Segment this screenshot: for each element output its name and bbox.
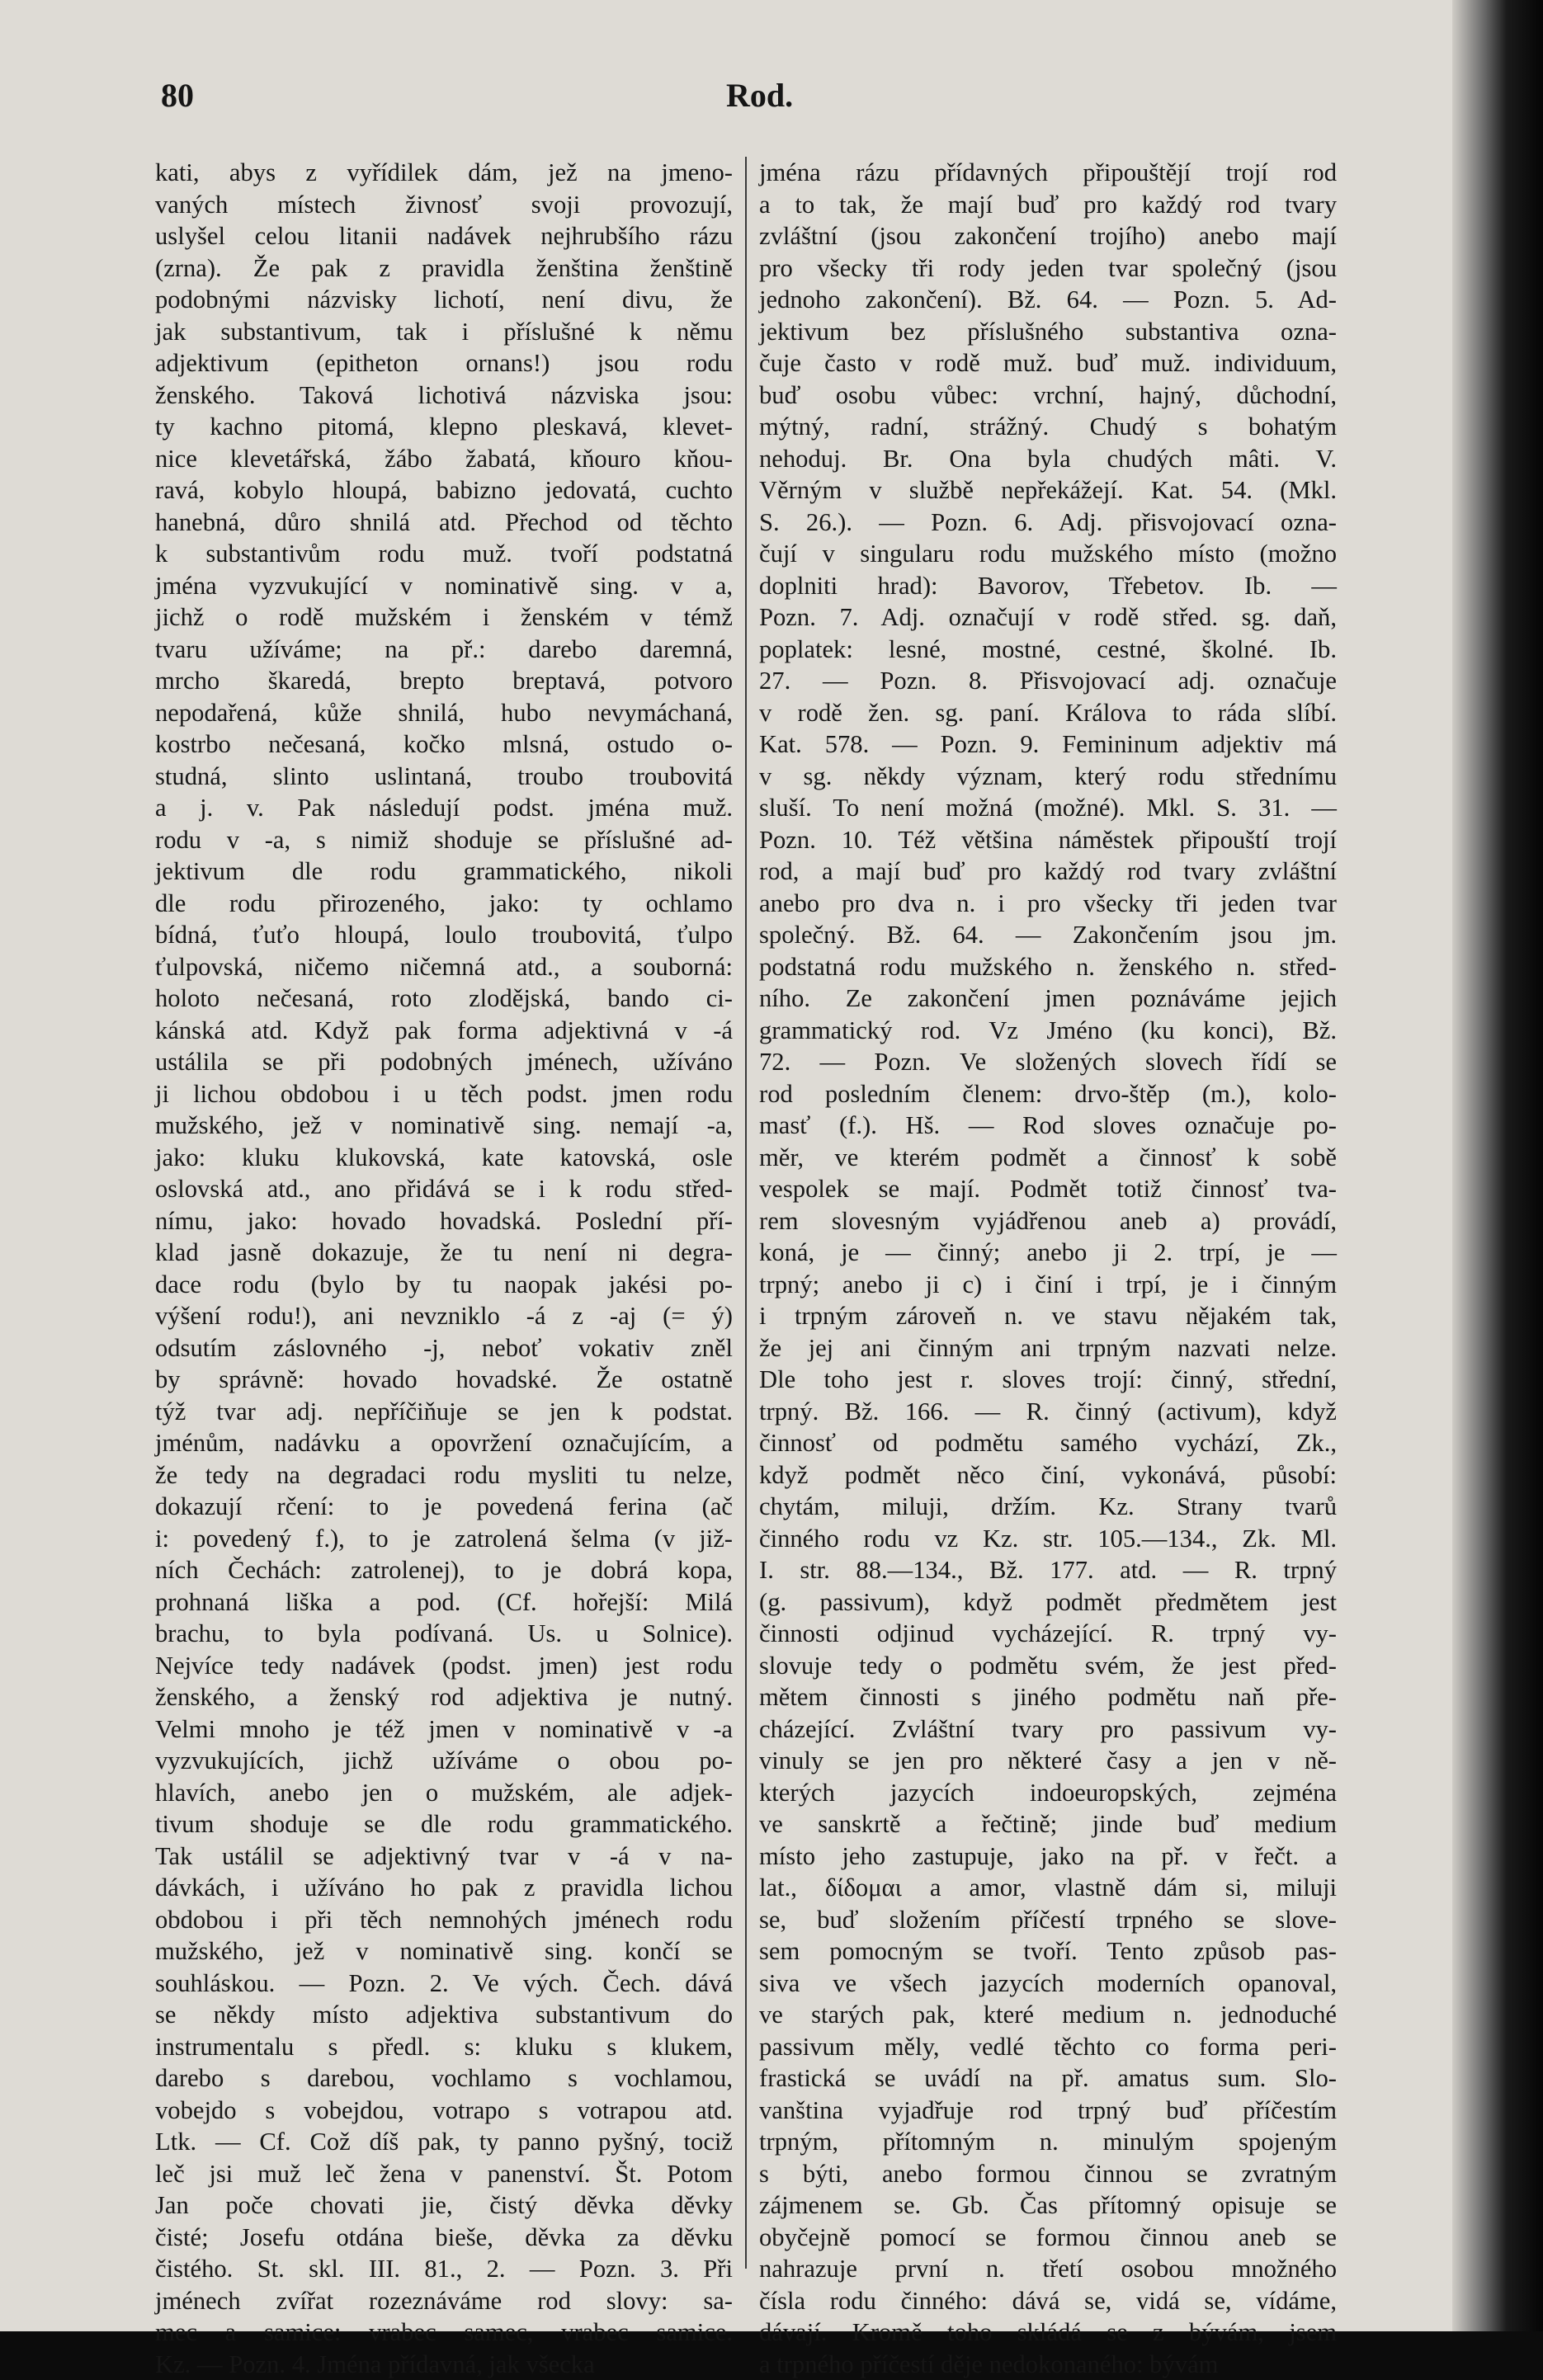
- text-line: dace rodu (bylo by tu naopak jakési po-: [155, 1269, 733, 1301]
- text-line: 27. — Pozn. 8. Přisvojovací adj. označuje: [759, 665, 1337, 697]
- text-line: S. 26.). — Pozn. 6. Adj. přisvojovací ozna-: [759, 507, 1337, 539]
- text-line: k substantivům rodu muž. tvoří podstatná: [155, 538, 733, 570]
- text-line: jichž o rodě mužském i ženském v témž: [155, 601, 733, 634]
- text-line: rodu v -a, s nimiž shoduje se příslušné ad-: [155, 824, 733, 856]
- text-line: oslovská atd., ano přidává se i k rodu střed-: [155, 1173, 733, 1205]
- text-line: podobnými názvisky lichotí, není divu, že: [155, 284, 733, 316]
- text-line: prohnaná liška a pod. (Cf. hořejší: Milá: [155, 1586, 733, 1619]
- text-line: rod, a mají buď pro každý rod tvary zvláštní: [759, 855, 1337, 888]
- text-line: hlavích, anebo jen o mužském, ale adjek-: [155, 1777, 733, 1809]
- page-number: 80: [161, 76, 194, 115]
- text-line: anebo pro dva n. i pro všecky tři jeden tvar: [759, 888, 1337, 920]
- text-line: trpným, přítomným n. minulým spojeným: [759, 2126, 1337, 2158]
- text-line: nímu, jako: hovado hovadská. Poslední pří-: [155, 1205, 733, 1237]
- text-line: masť (f.). Hš. — Rod sloves označuje po-: [759, 1110, 1337, 1142]
- text-line: nahrazuje první n. třetí osobou množného: [759, 2253, 1337, 2285]
- text-line: koná, je — činný; anebo ji 2. trpí, je —: [759, 1237, 1337, 1269]
- text-line: mětem činnosti s jiného podmětu naň pře-: [759, 1681, 1337, 1713]
- text-line: Dle toho jest r. sloves trojí: činný, střední,: [759, 1364, 1337, 1396]
- text-line: vaných místech živnosť svoji provozují,: [155, 189, 733, 221]
- text-line: adjektivum (epitheton ornans!) jsou rodu: [155, 347, 733, 379]
- text-line: s býti, anebo formou činnou se zvratným: [759, 2158, 1337, 2190]
- text-line: vanština vyjadřuje rod trpný buď příčestím: [759, 2095, 1337, 2127]
- text-line: činnosti odjinud vycházející. R. trpný vy-: [759, 1618, 1337, 1650]
- text-line: kostrbo nečesaná, kočko mlsná, ostudo o-: [155, 728, 733, 761]
- text-line: jektivum bez příslušného substantiva ozna-: [759, 316, 1337, 348]
- text-line: Kat. 578. — Pozn. 9. Femininum adjektiv má: [759, 728, 1337, 761]
- text-line: chytám, miluji, držím. Kz. Strany tvarů: [759, 1491, 1337, 1523]
- text-line: v rodě žen. sg. paní. Králova to ráda slíbí.: [759, 697, 1337, 729]
- text-line: činnosť od podmětu samého vychází, Zk.,: [759, 1427, 1337, 1459]
- text-line: ženského. Taková lichotivá názviska jsou:: [155, 379, 733, 412]
- text-line: vespolek se mají. Podmět totiž činnosť tva-: [759, 1173, 1337, 1205]
- text-line: nepodařená, kůže shnilá, hubo nevymáchaná,: [155, 697, 733, 729]
- text-line: ženského, a ženský rod adjektiva je nutný.: [155, 1681, 733, 1713]
- text-line: frastická se uvádí na př. amatus sum. Slo-: [759, 2062, 1337, 2095]
- text-line: uslyšel celou litanii nadávek nejhrubšího rázu: [155, 220, 733, 252]
- text-line: činného rodu vz Kz. str. 105.—134., Zk. Ml.: [759, 1523, 1337, 1555]
- text-line: dokazují rčení: to je povedená ferina (ač: [155, 1491, 733, 1523]
- text-line: mec a samice: vrabec samec, vrabec samice.: [155, 2316, 733, 2349]
- text-line: čují v singularu rodu mužského místo (možno: [759, 538, 1337, 570]
- right-column: [759, 157, 1337, 2269]
- text-line: (zrna). Že pak z pravidla ženština ženštině: [155, 252, 733, 285]
- text-line: Pozn. 7. Adj. označují v rodě střed. sg. daň,: [759, 601, 1337, 634]
- text-line: v sg. někdy význam, který rodu střednímu: [759, 761, 1337, 793]
- text-line: mužského, jež v nominativě sing. končí se: [155, 1935, 733, 1968]
- text-line: ních Čechách: zatrolenej), to je dobrá kopa,: [155, 1554, 733, 1586]
- page-edge-shadow: [1452, 0, 1543, 2331]
- text-line: Jan poče chovati jie, čistý děvka děvky: [155, 2189, 733, 2222]
- text-line: jak substantivum, tak i příslušné k němu: [155, 316, 733, 348]
- text-line: odsutím záslovného -j, neboť vokativ zněl: [155, 1332, 733, 1364]
- text-line: i trpným zároveň n. ve stavu nějakém tak,: [759, 1300, 1337, 1332]
- text-line: instrumentalu s předl. s: kluku s klukem,: [155, 2031, 733, 2063]
- text-line: passivum měly, vedlé těchto co forma peri-: [759, 2031, 1337, 2063]
- text-line: ravá, kobylo hloupá, babizno jedovatá, cuchto: [155, 474, 733, 507]
- text-line: nice klevetářská, žábo žabatá, kňouro kňou-: [155, 443, 733, 475]
- text-line: poplatek: lesné, mostné, cestné, školné. Ib.: [759, 634, 1337, 666]
- text-line: a to tak, že mají buď pro každý rod tvary: [759, 189, 1337, 221]
- text-line: leč jsi muž leč žena v panenství. Št. Potom: [155, 2158, 733, 2190]
- text-line: (g. passivum), když podmět předmětem jest: [759, 1586, 1337, 1619]
- text-line: čisté; Josefu otdána bieše, děvka za děvku: [155, 2222, 733, 2254]
- text-line: měr, ve kterém podmět a činnosť k sobě: [759, 1142, 1337, 1174]
- text-line: jménům, nadávku a opovržení označujícím, a: [155, 1427, 733, 1459]
- text-line: Tak ustálil se adjektivný tvar v -á v na-: [155, 1840, 733, 1873]
- text-line: podstatná rodu mužského n. ženského n. střed-: [759, 951, 1337, 983]
- text-line: grammatický rod. Vz Jméno (ku konci), Bž.: [759, 1015, 1337, 1047]
- text-line: by správně: hovado hovadské. Že ostatně: [155, 1364, 733, 1396]
- text-line: že tedy na degradaci rodu mysliti tu nelze,: [155, 1459, 733, 1492]
- text-line: jako: kluku klukovská, kate katovská, osle: [155, 1142, 733, 1174]
- text-line: zvláštní (jsou zakončení trojího) anebo mají: [759, 220, 1337, 252]
- text-line: cházející. Zvláštní tvary pro passivum vy-: [759, 1713, 1337, 1746]
- text-line: Kz. — Pozn. 4. Jména přídavná, jak všecka: [155, 2349, 733, 2380]
- text-line: kánská atd. Když pak forma adjektivná v -á: [155, 1015, 733, 1047]
- text-line: doplniti hrad): Bavorov, Třebetov. Ib. —: [759, 570, 1337, 602]
- text-line: jména rázu přídavných připouštějí trojí rod: [759, 157, 1337, 189]
- text-line: ty kachno pitomá, klepno pleskavá, klevet-: [155, 411, 733, 443]
- text-line: ve starých pak, které medium n. jednoduché: [759, 1999, 1337, 2031]
- text-line: kati, abys z vyřídilek dám, jež na jmeno-: [155, 157, 733, 189]
- running-head: Rod.: [726, 76, 793, 115]
- text-line: jménech zvířat rozeznáváme rod slovy: sa-: [155, 2285, 733, 2317]
- text-line: 72. — Pozn. Ve složených slovech řídí se: [759, 1046, 1337, 1078]
- text-line: zájmenem se. Gb. Čas přítomný opisuje se: [759, 2189, 1337, 2222]
- text-line: slovuje tedy o podmětu svém, že jest před-: [759, 1650, 1337, 1682]
- text-line: obyčejně pomocí se formou činnou aneb se: [759, 2222, 1337, 2254]
- text-line: týž tvar adj. nepříčiňuje se jen k podstat.: [155, 1396, 733, 1428]
- text-line: rod posledním členem: drvo-štěp (m.), kolo-: [759, 1078, 1337, 1110]
- text-line: darebo s darebou, vochlamo s vochlamou,: [155, 2062, 733, 2095]
- text-line: brachu, to byla podívaná. Us. u Solnice).: [155, 1618, 733, 1650]
- text-line: dle rodu přirozeného, jako: ty ochlamo: [155, 888, 733, 920]
- text-line: vinuly se jen pro některé časy a jen v ně-: [759, 1745, 1337, 1777]
- column-divider: [745, 157, 747, 2269]
- text-line: nehoduj. Br. Ona byla chudých mâti. V.: [759, 443, 1337, 475]
- text-line: se někdy místo adjektiva substantivum do: [155, 1999, 733, 2031]
- text-line: siva ve všech jazycích moderních opanoval,: [759, 1968, 1337, 2000]
- text-line: výšení rodu!), ani nevzniklo -á z -aj (= ý): [155, 1300, 733, 1332]
- text-line: Velmi mnoho je též jmen v nominativě v -a: [155, 1713, 733, 1746]
- text-line: ji lichou obdobou i u těch podst. jmen rodu: [155, 1078, 733, 1110]
- text-line: čistého. St. skl. III. 81., 2. — Pozn. 3. Při: [155, 2253, 733, 2285]
- text-line: vobejdo s vobejdou, votrapo s votrapou atd.: [155, 2095, 733, 2127]
- text-line: studná, slinto uslintaná, troubo troubovitá: [155, 761, 733, 793]
- text-line: dávkách, i užíváno ho pak z pravidla lichou: [155, 1872, 733, 1904]
- text-line: čísla rodu činného: dává se, vidá se, vídáme,: [759, 2285, 1337, 2317]
- text-line: lat., δίδομαι a amor, vlastně dám si, miluji: [759, 1872, 1337, 1904]
- text-line: Nejvíce tedy nadávek (podst. jmen) jest rodu: [155, 1650, 733, 1682]
- text-line: vyzvukujících, jichž užíváme o obou po-: [155, 1745, 733, 1777]
- text-line: jména vyzvukující v nominativě sing. v a,: [155, 570, 733, 602]
- text-line: mužského, jež v nominativě sing. nemají -a,: [155, 1110, 733, 1142]
- text-line: bídná, ťuťo hloupá, loulo troubovitá, ťulpo: [155, 919, 733, 951]
- text-line: že jej ani činným ani trpným nazvati nelze.: [759, 1332, 1337, 1364]
- text-line: holoto nečesaná, roto zlodějská, bando ci-: [155, 983, 733, 1015]
- text-line: trpný; anebo ji c) i činí i trpí, je i činným: [759, 1269, 1337, 1301]
- text-line: rem slovesným vyjádřenou aneb a) provádí,: [759, 1205, 1337, 1237]
- text-line: sluší. To není možná (možné). Mkl. S. 31. —: [759, 792, 1337, 824]
- text-line: obdobou i při těch nemnohých jménech rodu: [155, 1904, 733, 1936]
- text-line: jednoho zakončení). Bž. 64. — Pozn. 5. Ad-: [759, 284, 1337, 316]
- text-line: kterých jazycích indoeuropských, zejména: [759, 1777, 1337, 1809]
- text-line: Pozn. 10. Též většina náměstek připouští trojí: [759, 824, 1337, 856]
- text-line: čuje často v rodě muž. buď muž. individuum,: [759, 347, 1337, 379]
- text-line: i: povedený f.), to je zatrolená šelma (v již-: [155, 1523, 733, 1555]
- text-line: dávají. Kromě toho skládá se z bývám, jsem: [759, 2316, 1337, 2349]
- text-line: a trpného příčestí děje nedokonaného: bývám: [759, 2349, 1337, 2380]
- text-line: klad jasně dokazuje, že tu není ni degra-: [155, 1237, 733, 1269]
- text-line: ustálila se při podobných jménech, užíváno: [155, 1046, 733, 1078]
- text-line: ve sanskrtě a řečtině; jinde buď medium: [759, 1808, 1337, 1840]
- text-line: tivum shoduje se dle rodu grammatického.: [155, 1808, 733, 1840]
- text-line: sem pomocným se tvoří. Tento způsob pas-: [759, 1935, 1337, 1968]
- text-line: ního. Ze zakončení jmen poznáváme jejich: [759, 983, 1337, 1015]
- text-line: když podmět něco činí, vykonává, působí:: [759, 1459, 1337, 1492]
- page-header: [0, 76, 1477, 125]
- text-line: mrcho škaredá, brepto breptavá, potvoro: [155, 665, 733, 697]
- text-line: trpný. Bž. 166. — R. činný (activum), když: [759, 1396, 1337, 1428]
- text-line: se, buď složením příčestí trpného se slove-: [759, 1904, 1337, 1936]
- text-line: ťulpovská, ničemo ničemná atd., a souborná:: [155, 951, 733, 983]
- text-line: společný. Bž. 64. — Zakončením jsou jm.: [759, 919, 1337, 951]
- text-line: Ltk. — Cf. Což díš pak, ty panno pyšný, tociž: [155, 2126, 733, 2158]
- text-line: jektivum dle rodu grammatického, nikoli: [155, 855, 733, 888]
- text-line: hanebná, důro shnilá atd. Přechod od těchto: [155, 507, 733, 539]
- left-column: [155, 157, 733, 2269]
- text-line: souhláskou. — Pozn. 2. Ve vých. Čech. dává: [155, 1968, 733, 2000]
- text-line: místo jeho zastupuje, jako na př. v řečt. a: [759, 1840, 1337, 1873]
- text-line: Věrným v službě nepřekážejí. Kat. 54. (Mkl.: [759, 474, 1337, 507]
- text-line: pro všecky tři rody jeden tvar společný (jsou: [759, 252, 1337, 285]
- text-line: tvaru užíváme; na př.: darebo daremná,: [155, 634, 733, 666]
- text-line: a j. v. Pak následují podst. jména muž.: [155, 792, 733, 824]
- text-line: mýtný, radní, strážný. Chudý s bohatým: [759, 411, 1337, 443]
- text-line: I. str. 88.—134., Bž. 177. atd. — R. trpný: [759, 1554, 1337, 1586]
- text-line: buď osobu vůbec: vrchní, hajný, důchodní,: [759, 379, 1337, 412]
